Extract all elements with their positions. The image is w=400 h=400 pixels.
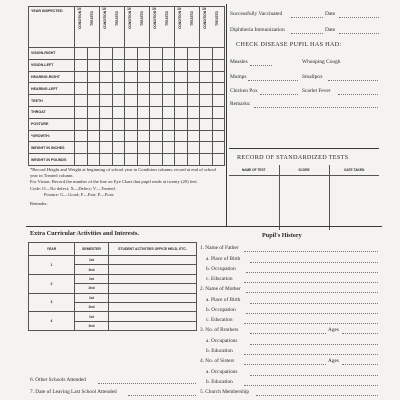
condition-label: CONDITION <box>178 11 183 29</box>
codes-note: Code: O—No defect; X—Defect; V—Treated. <box>30 185 116 191</box>
disease-mumps: Mumps <box>230 74 247 80</box>
history-item: 5. Church Membership <box>200 389 249 395</box>
history-item: b. Education <box>206 348 233 354</box>
posture-codes-note: Posture: G—Good; F—Fair; P—Poor. <box>44 191 115 197</box>
history-item: 1. Name of Father <box>200 245 239 251</box>
row-label: WEIGHT IN POUNDS <box>29 154 75 166</box>
year-prefix: 19 <box>152 7 156 11</box>
grid-row <box>29 59 225 71</box>
date-leaving-label: 7. Date of Leaving Last School Attended <box>30 389 117 395</box>
fill-line <box>260 94 298 95</box>
fill-line <box>244 323 378 324</box>
column-divider <box>226 4 227 226</box>
history-item: a. Place of Birth <box>206 297 241 303</box>
row-label: WEIGHT IN INCHES <box>29 142 75 154</box>
middle-rule <box>26 226 382 227</box>
ec-year: 2 <box>29 274 75 293</box>
tests-col-date: DATE TAKEN <box>329 165 379 176</box>
history-item: b. Education <box>206 379 233 385</box>
ec-semester: 2nd <box>75 302 109 311</box>
section-rule <box>229 148 379 149</box>
disease-scarlet-fever: Scarlet Fever <box>302 88 331 94</box>
grid-notes <box>30 167 220 207</box>
fill-line <box>256 395 378 396</box>
history-item: c. Education <box>206 276 233 282</box>
extra-curricular-table <box>28 242 197 331</box>
fill-line <box>291 17 323 18</box>
fill-line <box>342 333 378 334</box>
fill-line <box>250 375 378 376</box>
grid-row <box>29 142 225 154</box>
health-inspection-grid <box>28 6 225 166</box>
vision-note: For Vision: Record the number of the line on Eye Chart that pupil reads at twenty (20) feet. <box>30 179 198 185</box>
fill-line <box>244 385 378 386</box>
grid-header-row <box>29 7 225 48</box>
history-item: b. Occupation <box>206 307 236 313</box>
fill-line <box>250 65 272 66</box>
condition-label: CONDITION <box>128 11 133 29</box>
year-column <box>175 7 200 48</box>
fill-line <box>98 383 196 384</box>
history-item: 2. Name of Mother <box>200 286 241 292</box>
sisters-ages-label: Ages <box>328 358 339 364</box>
ec-semester: 2nd <box>75 265 109 274</box>
treated-label: TREATED <box>165 11 170 26</box>
history-item: b. Occupation <box>206 266 236 272</box>
condition-label: CONDITION <box>203 11 208 29</box>
diphtheria-date-label: Date <box>325 27 336 33</box>
row-label: TEETH <box>29 95 75 107</box>
fill-line <box>254 107 378 108</box>
row-label: THROAT <box>29 106 75 118</box>
grid-remarks-label: Remarks: <box>30 201 48 207</box>
grid-row <box>29 130 225 142</box>
grid-row <box>29 106 225 118</box>
row-label: HEARING-LEFT <box>29 83 75 95</box>
treated-label: TREATED <box>115 11 120 26</box>
treated-label: TREATED <box>90 11 95 26</box>
ec-semester: 1st <box>75 293 109 302</box>
year-column <box>150 7 175 48</box>
ec-semester: 1st <box>75 312 109 321</box>
ec-semester: 1st <box>75 274 109 283</box>
fill-line <box>291 33 323 34</box>
history-item: a. Occupations <box>206 338 238 344</box>
year-column <box>200 7 225 48</box>
fill-line <box>338 94 378 95</box>
ec-year: 1 <box>29 256 75 275</box>
history-item: a. Place of Birth <box>206 256 241 262</box>
treated-label: TREATED <box>190 11 195 26</box>
extra-curricular-heading: Extra Curricular Activities and Interests. <box>30 230 139 237</box>
history-item: 3. No. of Brothers <box>200 327 239 333</box>
ec-col-activities: STUDENT ACTIVITIES OFFICE HELD, ETC. <box>109 243 197 256</box>
fill-line <box>244 354 378 355</box>
fill-line <box>244 282 378 283</box>
vaccinated-label: Successfully Vaccinated <box>230 11 283 17</box>
ec-semester: 2nd <box>75 284 109 293</box>
grid-row <box>29 118 225 130</box>
condition-label: CONDITION <box>78 11 83 29</box>
grid-row <box>29 95 225 107</box>
asterisk-note: *Record Height and Weight at beginning of school year in Condition column; record at end of school year in Treated column. <box>30 167 217 179</box>
history-item: c. Education <box>206 317 233 323</box>
ec-semester: 1st <box>75 256 109 265</box>
ec-col-semester: SEMESTER <box>75 243 109 256</box>
tests-col-score: SCORE <box>279 165 329 176</box>
history-item: a. Occupations <box>206 369 238 375</box>
year-prefix: 19 <box>102 7 106 11</box>
history-item: 4. No. of Sisters <box>200 358 235 364</box>
grid-row <box>29 71 225 83</box>
ec-year: 3 <box>29 293 75 312</box>
other-schools-label: 6. Other Schools Attended <box>30 377 86 383</box>
brothers-ages-label: Ages <box>328 327 339 333</box>
grid-row <box>29 154 225 166</box>
year-column <box>125 7 150 48</box>
fill-line <box>250 344 378 345</box>
year-inspected-label: YEAR INSPECTED <box>29 7 75 48</box>
treated-label: TREATED <box>215 11 220 26</box>
disease-whooping-cough: Whooping Cough <box>302 59 341 65</box>
ec-semester: 2nd <box>75 321 109 330</box>
year-column <box>100 7 125 48</box>
fill-line <box>250 333 326 334</box>
fill-line <box>246 313 378 314</box>
fill-line <box>328 80 378 81</box>
vaccinated-date-label: Date <box>325 11 336 17</box>
fill-line <box>339 17 379 18</box>
disease-heading: CHECK DISEASE PUPIL HAS HAD: <box>236 41 342 48</box>
condition-label: CONDITION <box>103 11 108 29</box>
grid-row <box>29 83 225 95</box>
year-prefix: 19 <box>202 7 206 11</box>
tests-col-name: NAME OF TEST <box>229 165 279 176</box>
row-label: *GROWTH: <box>29 130 75 142</box>
disease-chicken-pox: Chicken Pox <box>230 88 258 94</box>
fill-line <box>339 33 379 34</box>
tests-table <box>229 165 379 230</box>
fill-line <box>128 395 196 396</box>
fill-line <box>250 262 378 263</box>
ec-year: 4 <box>29 312 75 331</box>
disease-smallpox: Smallpox <box>302 74 323 80</box>
year-prefix: 19 <box>77 7 81 11</box>
row-label: VISION-RIGHT <box>29 48 75 60</box>
condition-label: CONDITION <box>153 11 158 29</box>
year-prefix: 19 <box>127 7 131 11</box>
right-remarks-label: Remarks: <box>230 101 251 107</box>
fill-line <box>246 292 378 293</box>
fill-line <box>244 251 378 252</box>
grid-row <box>29 48 225 60</box>
row-label: HEARING-RIGHT <box>29 71 75 83</box>
row-label: POSTURE <box>29 118 75 130</box>
year-prefix: 19 <box>177 7 181 11</box>
diphtheria-label: Diphtheria Immunization <box>230 27 285 33</box>
fill-line <box>244 364 326 365</box>
tests-heading: RECORD OF STANDARDIZED TESTS <box>237 154 349 161</box>
fill-line <box>246 272 378 273</box>
disease-measles: Measles <box>230 59 248 65</box>
fill-line <box>342 364 378 365</box>
history-heading: Pupil's History <box>262 232 302 239</box>
ec-col-year: YEAR <box>29 243 75 256</box>
row-label: VISION-LEFT <box>29 59 75 71</box>
treated-label: TREATED <box>140 11 145 26</box>
fill-line <box>248 80 298 81</box>
fill-line <box>250 303 378 304</box>
year-column <box>75 7 100 48</box>
